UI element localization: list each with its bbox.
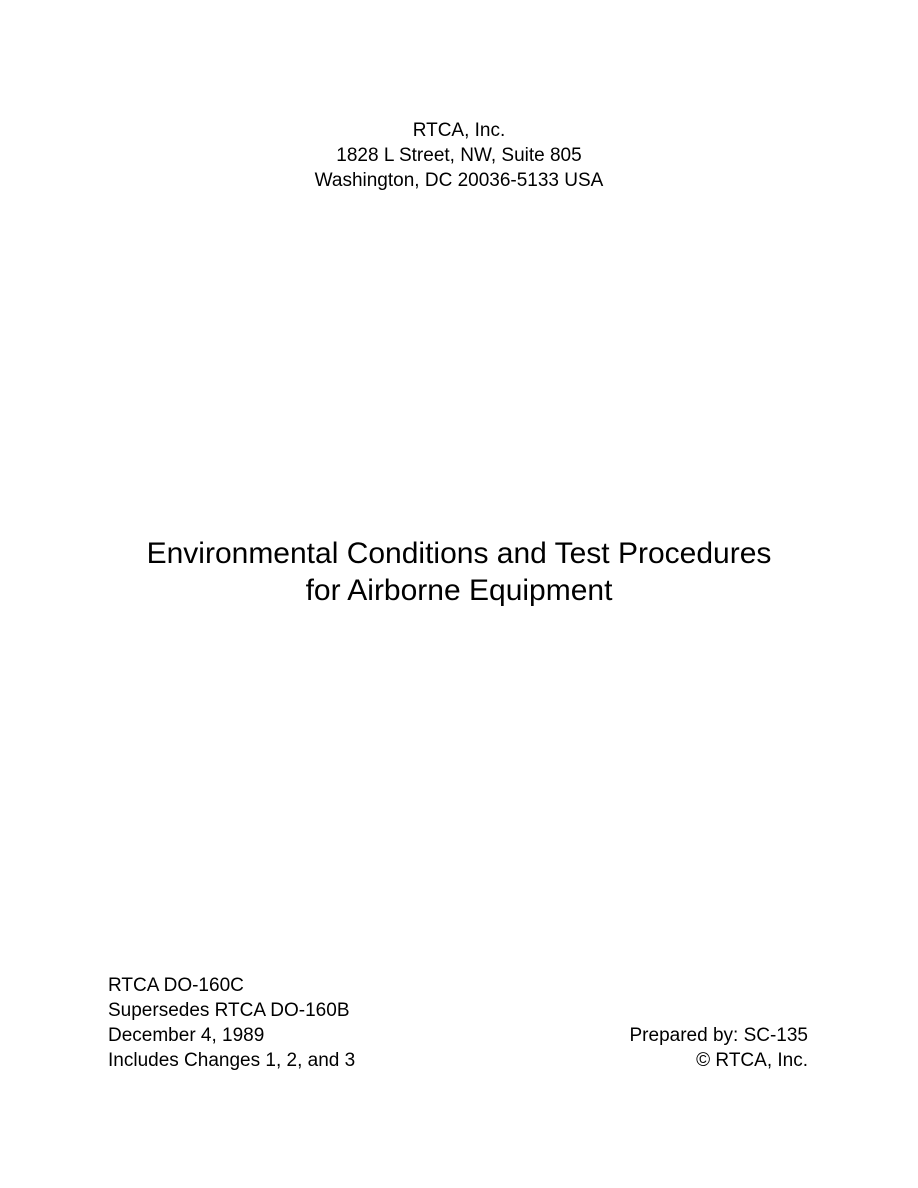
supersedes-note: Supersedes RTCA DO-160B: [108, 1000, 350, 1021]
publisher-name: RTCA, Inc.: [412, 120, 506, 141]
document-title: [0, 535, 918, 609]
document-title-line-1: Environmental Conditions and Test Procedures: [146, 537, 772, 570]
publisher-address-city: Washington, DC 20036-5133 USA: [314, 170, 604, 191]
publisher-block: [0, 118, 918, 193]
prepared-by: Prepared by: SC-135: [629, 1025, 808, 1046]
publisher-address-street: 1828 L Street, NW, Suite 805: [336, 145, 582, 166]
document-title-line-2: for Airborne Equipment: [305, 574, 613, 607]
document-info-block: [108, 973, 355, 1073]
document-number: RTCA DO-160C: [108, 975, 244, 996]
copyright-notice: © RTCA, Inc.: [696, 1050, 808, 1071]
publication-date: December 4, 1989: [108, 1025, 265, 1046]
changes-note: Includes Changes 1, 2, and 3: [108, 1050, 356, 1071]
preparation-block: [630, 1023, 809, 1073]
